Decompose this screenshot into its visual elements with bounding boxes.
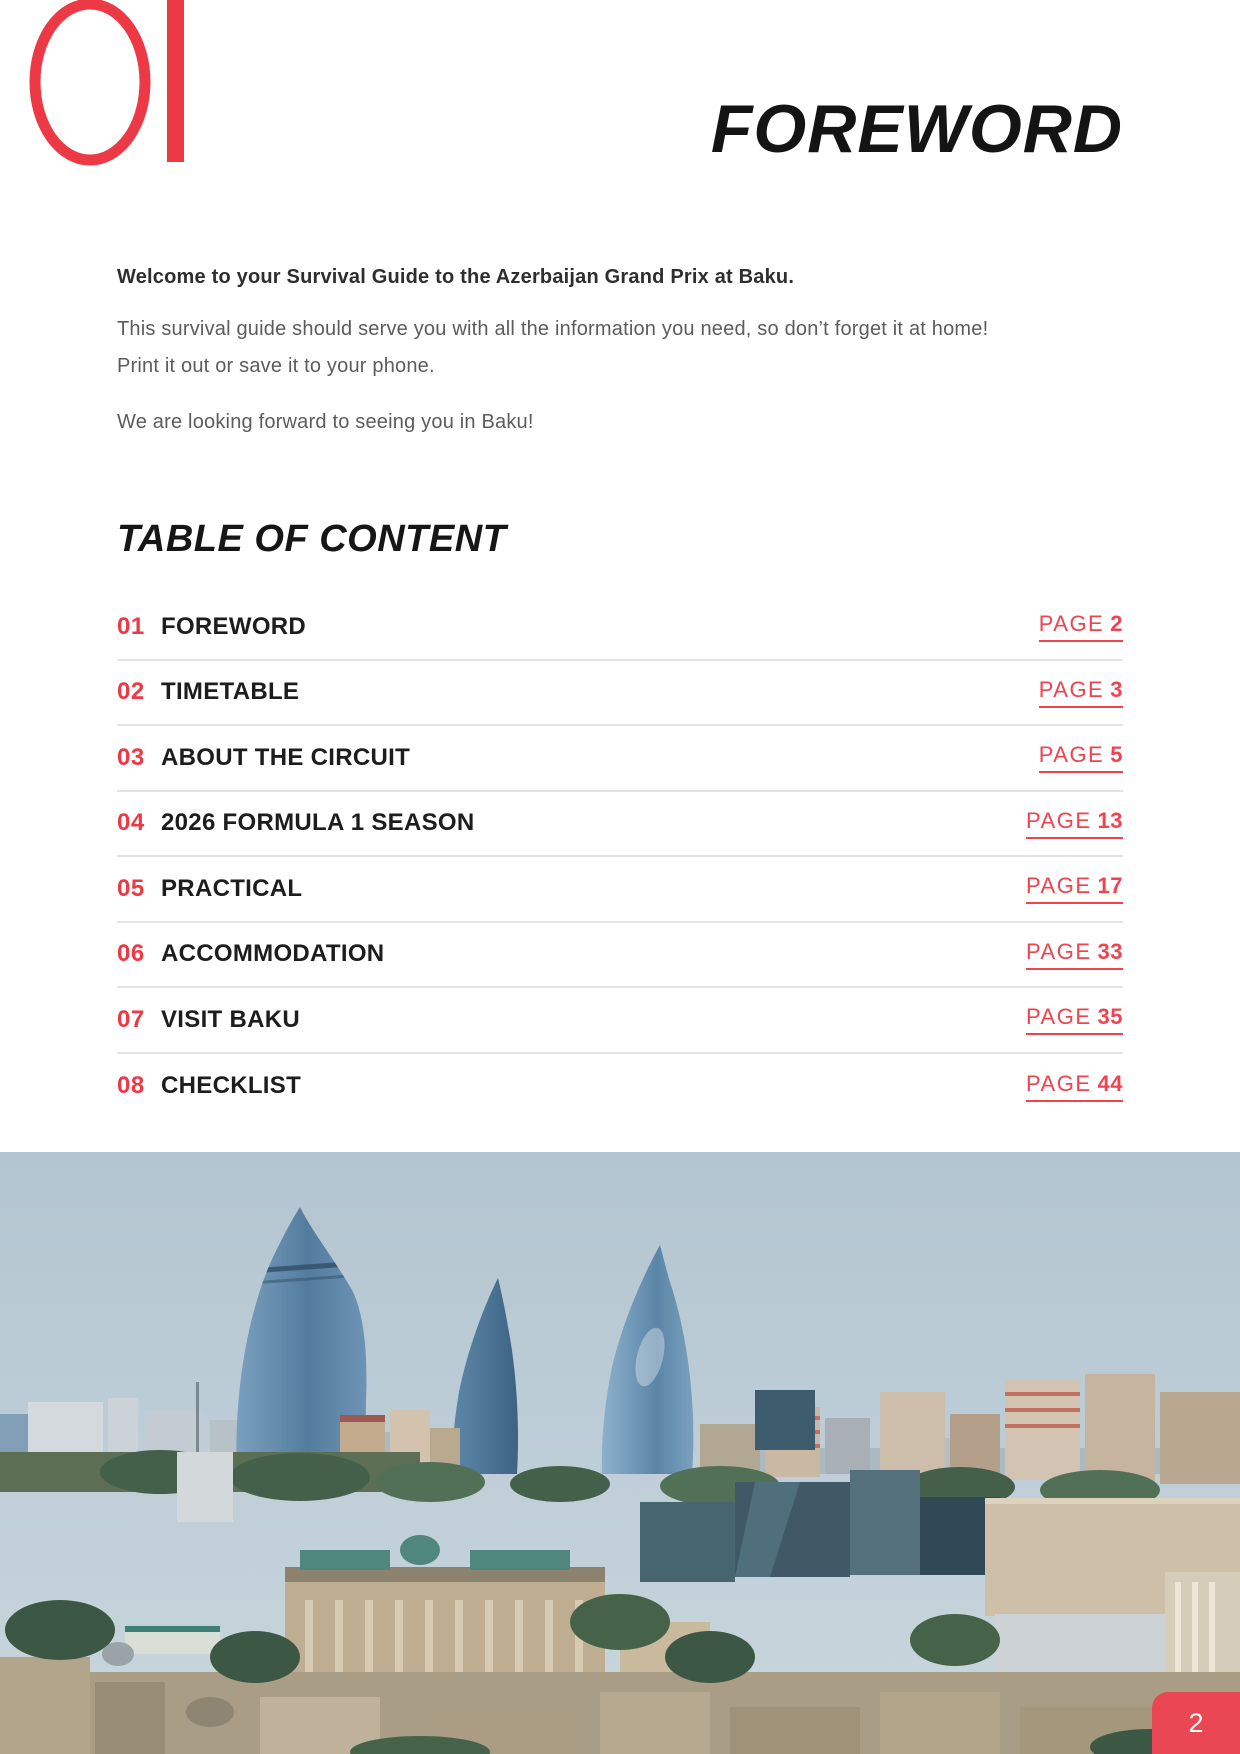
- page-title: FOREWORD: [710, 91, 1123, 167]
- page-word: PAGE: [1026, 1070, 1092, 1096]
- page-number: 2: [1110, 611, 1123, 637]
- page-number: 33: [1097, 938, 1123, 964]
- page-number: 44: [1097, 1070, 1123, 1096]
- toc-item-label: VISIT BAKU: [161, 1005, 301, 1033]
- toc-item-label: PRACTICAL: [161, 874, 303, 902]
- page-word: PAGE: [1038, 742, 1105, 768]
- toc-item-label: FOREWORD: [161, 612, 307, 640]
- page-number-badge: [1152, 1692, 1240, 1754]
- intro-text: [117, 262, 1007, 460]
- intro-body-2: We are looking forward to seeing you in Baku!: [117, 411, 534, 433]
- toc-heading: TABLE OF CONTENT: [117, 518, 507, 560]
- toc-item-number: 03: [117, 743, 145, 771]
- page-number: 3: [1110, 676, 1123, 702]
- toc-item-number: 01: [117, 612, 145, 640]
- toc-page-link[interactable]: [1039, 611, 1123, 642]
- toc-page-link[interactable]: [1026, 1004, 1123, 1035]
- toc-page-link[interactable]: [1039, 742, 1123, 773]
- toc-page-link[interactable]: [1026, 939, 1123, 970]
- toc-item-label: 2026 FORMULA 1 SEASON: [161, 809, 475, 837]
- toc-row-accommodation: [117, 923, 1123, 989]
- page-word: PAGE: [1026, 807, 1092, 833]
- toc-row-timetable: [117, 661, 1123, 727]
- page-word: PAGE: [1026, 1004, 1092, 1030]
- intro-body-1: This survival guide should serve you with all the information you need, so don’t forget it at home! Print it out or save it to your phone.: [117, 318, 989, 377]
- toc-item-label: TIMETABLE: [161, 678, 300, 706]
- toc-item-number: 05: [117, 874, 145, 902]
- page-number: 13: [1097, 807, 1123, 833]
- page-word: PAGE: [1038, 611, 1105, 637]
- chapter-number-01: [16, 0, 216, 166]
- toc-item-number: 02: [117, 678, 145, 706]
- toc-item-number: 06: [117, 940, 145, 968]
- toc-item-number: 04: [117, 809, 145, 837]
- toc-row-checklist: [117, 1054, 1123, 1120]
- page-word: PAGE: [1026, 938, 1092, 964]
- toc-row-foreword: [117, 595, 1123, 661]
- page-number: 17: [1097, 873, 1123, 899]
- intro-lead: Welcome to your Survival Guide to the Azerbaijan Grand Prix at Baku.: [117, 266, 795, 288]
- toc-row-about-the-circuit: [117, 726, 1123, 792]
- toc-item-label: ACCOMMODATION: [161, 940, 385, 968]
- toc-item-label: ABOUT THE CIRCUIT: [161, 743, 411, 771]
- toc-row-visit-baku: [117, 988, 1123, 1054]
- page-word: PAGE: [1038, 676, 1105, 702]
- page-number: 35: [1097, 1004, 1123, 1030]
- toc-row-2026-formula-1-season: [117, 792, 1123, 858]
- toc-page-link[interactable]: [1039, 677, 1123, 708]
- toc-page-link[interactable]: [1026, 1071, 1123, 1102]
- toc-page-link[interactable]: [1026, 808, 1123, 839]
- page-number: 5: [1110, 742, 1123, 768]
- toc-item-label: CHECKLIST: [161, 1072, 302, 1100]
- toc-row-practical: [117, 857, 1123, 923]
- table-of-contents: [117, 595, 1123, 1119]
- page-number-text: 2: [1188, 1707, 1204, 1738]
- page-word: PAGE: [1026, 873, 1092, 899]
- baku-cityscape-photo: [0, 1152, 1240, 1754]
- toc-page-link[interactable]: [1026, 873, 1123, 904]
- toc-item-number: 07: [117, 1005, 145, 1033]
- toc-item-number: 08: [117, 1072, 145, 1100]
